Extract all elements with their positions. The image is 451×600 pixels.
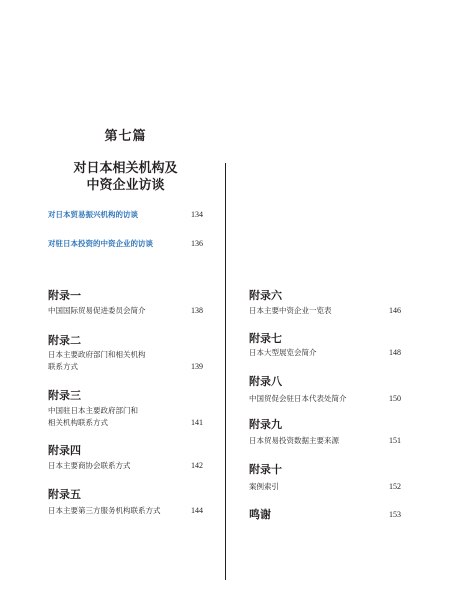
toc-entry-appendix-8[interactable] [249,393,401,405]
toc-entry-title: 日本主要商协会联系方式 [48,461,131,470]
section-title-line-1: 对日本相关机构及 [73,161,178,176]
toc-entry-appendix-6[interactable] [249,305,401,317]
toc-entry-page: 146 [389,306,401,315]
toc-entry-page: 153 [389,510,401,519]
appendix-4-heading: 附录四 [48,444,81,457]
toc-entry-line: 联系方式 [48,362,78,371]
toc-entry-line: 中国驻日本主要政府部门和 [48,406,138,415]
column-divider [225,163,226,580]
toc-entry-line: 相关机构联系方式 [48,418,108,427]
toc-entry-appendix-4[interactable] [48,460,203,472]
appendix-2-heading: 附录二 [48,334,81,347]
toc-entry-page: 134 [191,210,203,219]
toc-entry-jetro-interview[interactable] [48,209,203,221]
toc-entry-title: 日本贸易投资数据主要来源 [249,436,339,445]
toc-entry-appendix-9[interactable] [249,435,401,447]
appendix-9-heading: 附录九 [249,418,282,431]
toc-entry-page: 148 [389,348,401,357]
toc-entry-page: 152 [389,482,401,491]
toc-entry-appendix-2[interactable] [48,349,203,373]
toc-entry-title: 中国贸促会驻日本代表处简介 [249,394,347,403]
toc-entry-chinese-enterprises-interview[interactable] [48,238,203,250]
toc-entry-title: 日本主要第三方服务机构联系方式 [48,506,161,515]
toc-entry-appendix-10[interactable] [249,481,401,493]
toc-entry-page: 150 [389,394,401,403]
toc-entry-line: 日本主要政府部门和相关机构 [48,350,146,359]
toc-entry-page: 144 [191,506,203,515]
toc-entry-page: 139 [191,362,203,371]
toc-entry-page: 142 [191,461,203,470]
toc-entry-title: 案例索引 [249,482,279,491]
appendix-8-heading: 附录八 [249,375,282,388]
appendix-6-heading: 附录六 [249,289,282,302]
toc-entry-appendix-7[interactable] [249,347,401,359]
toc-entry-title: 对驻日本投资的中资企业的访谈 [48,239,153,248]
toc-entry-title: 日本大型展览会简介 [249,348,317,357]
toc-entry-appendix-1[interactable] [48,305,203,317]
section-title [48,160,203,194]
toc-entry-title [48,405,138,429]
toc-entry-page: 141 [191,418,203,427]
appendix-7-heading: 附录七 [249,332,282,345]
toc-entry-title [48,349,146,373]
toc-entry-page: 136 [191,239,203,248]
toc-entry-appendix-5[interactable] [48,505,203,517]
toc-entry-acknowledgement[interactable] [249,509,401,521]
acknowledgement-heading: 鸣谢 [249,508,271,521]
part-title: 第七篇 [104,129,147,144]
section-title-line-2: 中资企业访谈 [86,178,165,193]
toc-entry-appendix-3[interactable] [48,405,203,429]
toc-entry-title: 中国国际贸易促进委员会简介 [48,306,146,315]
toc-entry-title: 对日本贸易振兴机构的访谈 [48,210,138,219]
appendix-10-heading: 附录十 [249,463,282,476]
appendix-3-heading: 附录三 [48,389,81,402]
toc-entry-page: 138 [191,306,203,315]
toc-entry-title: 日本主要中资企业一览表 [249,306,332,315]
appendix-5-heading: 附录五 [48,488,81,501]
toc-entry-page: 151 [389,436,401,445]
appendix-1-heading: 附录一 [48,289,81,302]
